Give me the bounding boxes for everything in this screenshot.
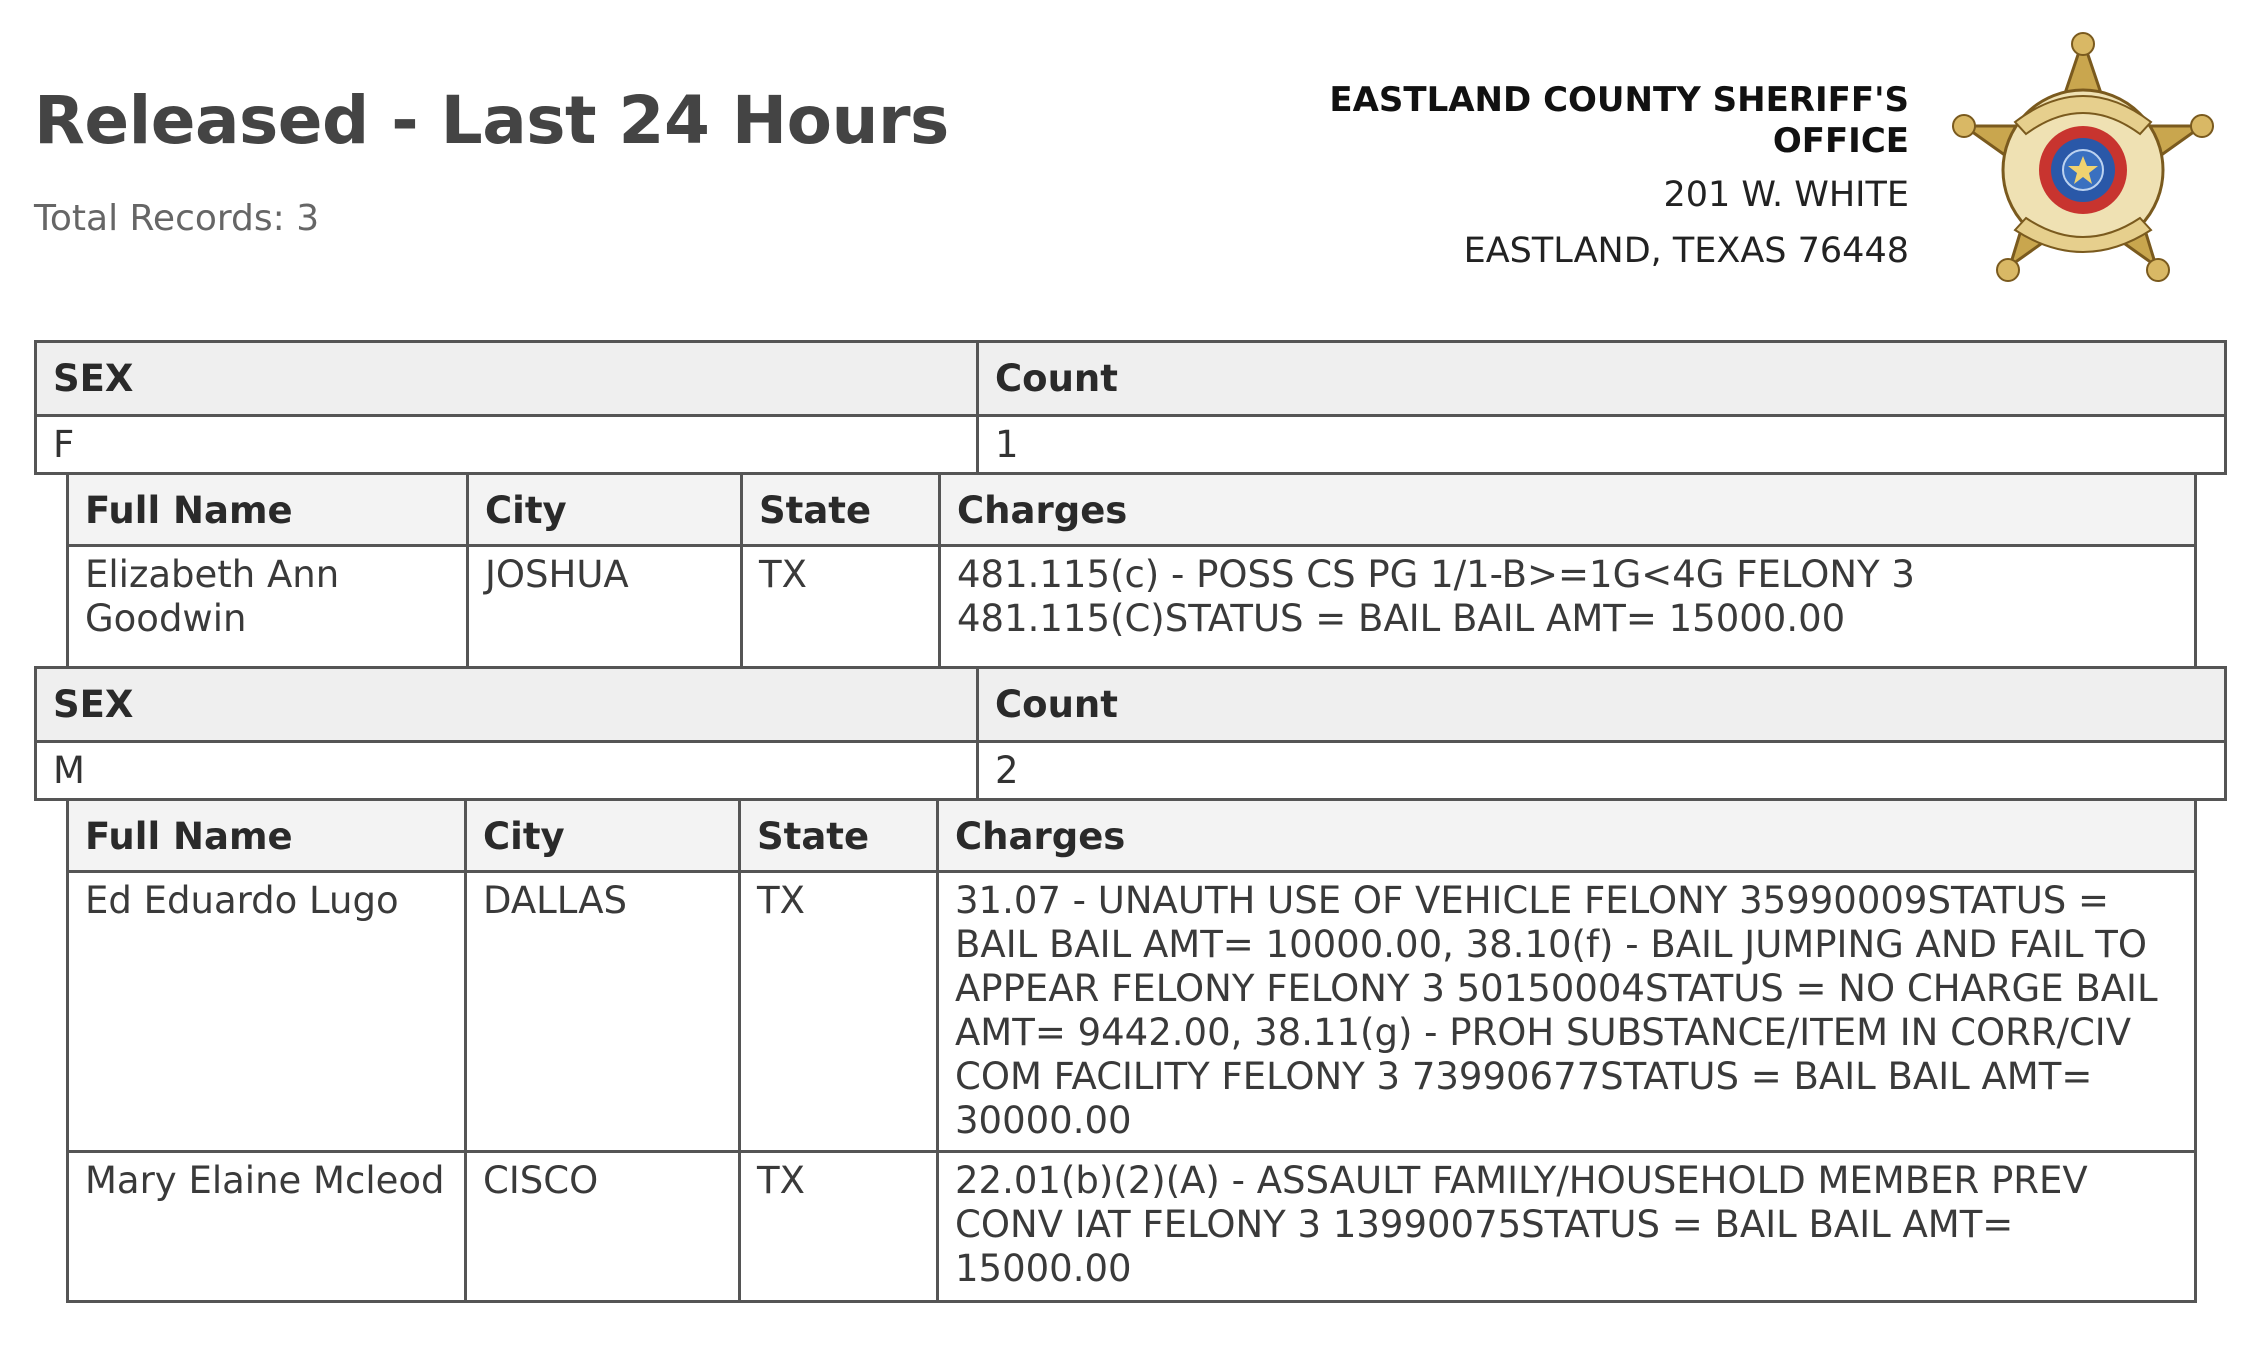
charges-header: Charges (940, 474, 2196, 546)
sex-group-row (36, 742, 2226, 800)
office-name: EASTLAND COUNTY SHERIFF'S OFFICE (1329, 80, 1909, 161)
full-name-cell: Mary Elaine Mcleod (68, 1152, 466, 1302)
badge-point-ball (1997, 259, 2019, 281)
state-header: State (742, 474, 940, 546)
full-name-header: Full Name (68, 800, 466, 872)
badge-point-ball (2191, 115, 2213, 137)
charges-cell: 22.01(b)(2)(A) - ASSAULT FAMILY/HOUSEHOLD MEMBER PREV CONV IAT FELONY 3 13990075STATUS = BAIL BAIL AMT= 15000.00 (938, 1152, 2196, 1302)
sex-header: SEX (36, 668, 978, 742)
city-header: City (466, 800, 740, 872)
table-row (68, 1152, 2196, 1302)
office-address-city: EASTLAND, TEXAS 76448 (1463, 231, 1909, 271)
sex-value: F (36, 416, 978, 474)
badge-point-ball (2072, 33, 2094, 55)
city-cell: JOSHUA (468, 546, 742, 726)
sex-group-header (36, 342, 2226, 416)
sex-group-table (34, 340, 2227, 475)
full-name-cell: Ed Eduardo Lugo (68, 872, 466, 1152)
page-title: Released - Last 24 Hours (34, 82, 949, 159)
charges-cell: 481.115(c) - POSS CS PG 1/1-B>=1G<4G FELONY 3 481.115(C)STATUS = BAIL BAIL AMT= 15000.00 (940, 546, 2196, 726)
badge-point-ball (2147, 259, 2169, 281)
city-cell: CISCO (466, 1152, 740, 1302)
sex-value: M (36, 742, 978, 800)
full-name-header: Full Name (68, 474, 468, 546)
state-cell: TX (742, 546, 940, 726)
city-header: City (468, 474, 742, 546)
badge-point-ball (1953, 115, 1975, 137)
detail-header-row (68, 800, 2196, 872)
state-cell: TX (740, 872, 938, 1152)
sex-header: SEX (36, 342, 978, 416)
count-value: 2 (978, 742, 2226, 800)
charges-header: Charges (938, 800, 2196, 872)
sheriff-star-badge-icon (1940, 30, 2226, 304)
release-detail-table (66, 798, 2197, 1303)
sex-group-row (36, 416, 2226, 474)
count-value: 1 (978, 416, 2226, 474)
count-header: Count (978, 342, 2226, 416)
sex-group-header (36, 668, 2226, 742)
sex-group-table (34, 666, 2227, 801)
city-cell: DALLAS (466, 872, 740, 1152)
state-header: State (740, 800, 938, 872)
count-header: Count (978, 668, 2226, 742)
full-name-cell: Elizabeth Ann Goodwin (68, 546, 468, 726)
office-info (1269, 80, 1909, 272)
charges-cell: 31.07 - UNAUTH USE OF VEHICLE FELONY 35990009STATUS = BAIL BAIL AMT= 10000.00, 38.10(f) - BAIL JUMPING AND FAIL TO APPEAR FELONY FELONY 3 50150004STATUS = NO CHARGE BAIL AMT= 9442.00, 38.11(g) - PROH SUBSTANCE/ITEM IN CORR/CIV COM FACILITY FELONY 3 73990677STATUS = BAIL BAIL AMT= 30000.00 (938, 872, 2196, 1152)
office-address-street: 201 W. WHITE (1663, 175, 1909, 215)
total-records: Total Records: 3 (34, 198, 320, 239)
table-row (68, 872, 2196, 1152)
detail-header-row (68, 474, 2196, 546)
state-cell: TX (740, 1152, 938, 1302)
